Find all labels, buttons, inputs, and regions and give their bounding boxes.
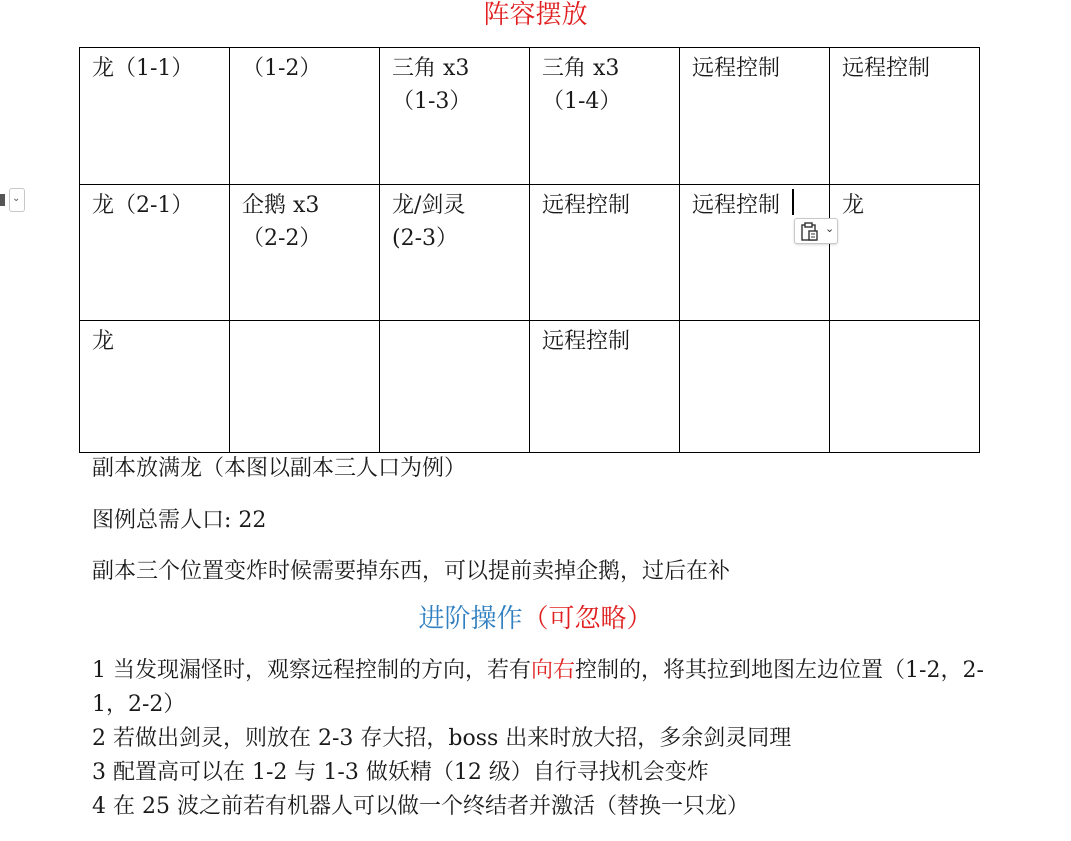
table-row: [80, 48, 980, 185]
paragraph-tip: 副本三个位置变炸时候需要掉东西，可以提前卖掉企鹅，过后在补: [92, 559, 731, 584]
text-cursor: [792, 189, 794, 215]
document-title: 阵容摆放: [483, 0, 588, 30]
table-cell-1-4[interactable]: 三角 x3 （1-4）: [530, 48, 680, 185]
row-handle-box[interactable]: [9, 188, 25, 212]
advanced-heading-note: （可忽略）: [522, 604, 653, 634]
table-cell-3-6[interactable]: [830, 321, 980, 453]
paragraph-note: 副本放满龙（本图以副本三人口为例）: [92, 456, 467, 481]
paragraph-population: 图例总需人口: 22: [92, 508, 267, 533]
highlight-text: 向右: [531, 658, 576, 683]
list-item: 3 配置高可以在 1-2 与 1-3 做妖精（12 级）自行寻找机会变炸: [92, 760, 709, 785]
table-cell-2-3[interactable]: 龙/剑灵 (2-3）: [380, 185, 530, 321]
table-cell-1-2[interactable]: （1-2）: [230, 48, 380, 185]
clipboard-icon: [800, 222, 822, 242]
list-item: 2 若做出剑灵，则放在 2-3 存大招，boss 出来时放大招，多余剑灵同理: [92, 726, 792, 751]
table-cell-1-1[interactable]: 龙（1-1）: [80, 48, 230, 185]
advanced-heading: [0, 601, 1071, 637]
advanced-heading-main: 进阶操作: [418, 604, 523, 634]
list-item-text: 1 当发现漏怪时，观察远程控制的方向，若有: [92, 658, 531, 683]
lineup-table: [79, 47, 980, 453]
list-item: 4 在 25 波之前若有机器人可以做一个终结者并激活（替换一只龙）: [92, 794, 749, 819]
table-cell-1-3[interactable]: 三角 x3 （1-3）: [380, 48, 530, 185]
table-cell-2-5[interactable]: 远程控制: [680, 185, 830, 321]
table-cell-3-1[interactable]: 龙: [80, 321, 230, 453]
table-cell-2-6[interactable]: 龙: [830, 185, 980, 321]
table-cell-3-2[interactable]: [230, 321, 380, 453]
table-cell-2-4[interactable]: 远程控制: [530, 185, 680, 321]
table-row: [80, 185, 980, 321]
row-handle-stub: [0, 194, 5, 206]
table-cell-3-3[interactable]: [380, 321, 530, 453]
table-cell-3-4[interactable]: 远程控制: [530, 321, 680, 453]
list-item: [92, 654, 1012, 722]
table-cell-3-5[interactable]: [680, 321, 830, 453]
table-cell-1-5[interactable]: 远程控制: [680, 48, 830, 185]
chevron-down-icon: ⌄: [12, 193, 21, 204]
list-item-text: 控制的，将其拉到地图左边位置（1-2，2-1，2-2）: [92, 658, 984, 717]
advanced-list: [92, 654, 1012, 824]
table-row: [80, 321, 980, 453]
table-cell-2-2[interactable]: 企鹅 x3 （2-2）: [230, 185, 380, 321]
chevron-down-icon: ⌄: [825, 222, 835, 235]
table-cell-1-6[interactable]: 远程控制: [830, 48, 980, 185]
paste-options-button[interactable]: [794, 218, 838, 244]
row-handle-control[interactable]: [0, 188, 26, 214]
table-cell-2-1[interactable]: 龙（2-1）: [80, 185, 230, 321]
